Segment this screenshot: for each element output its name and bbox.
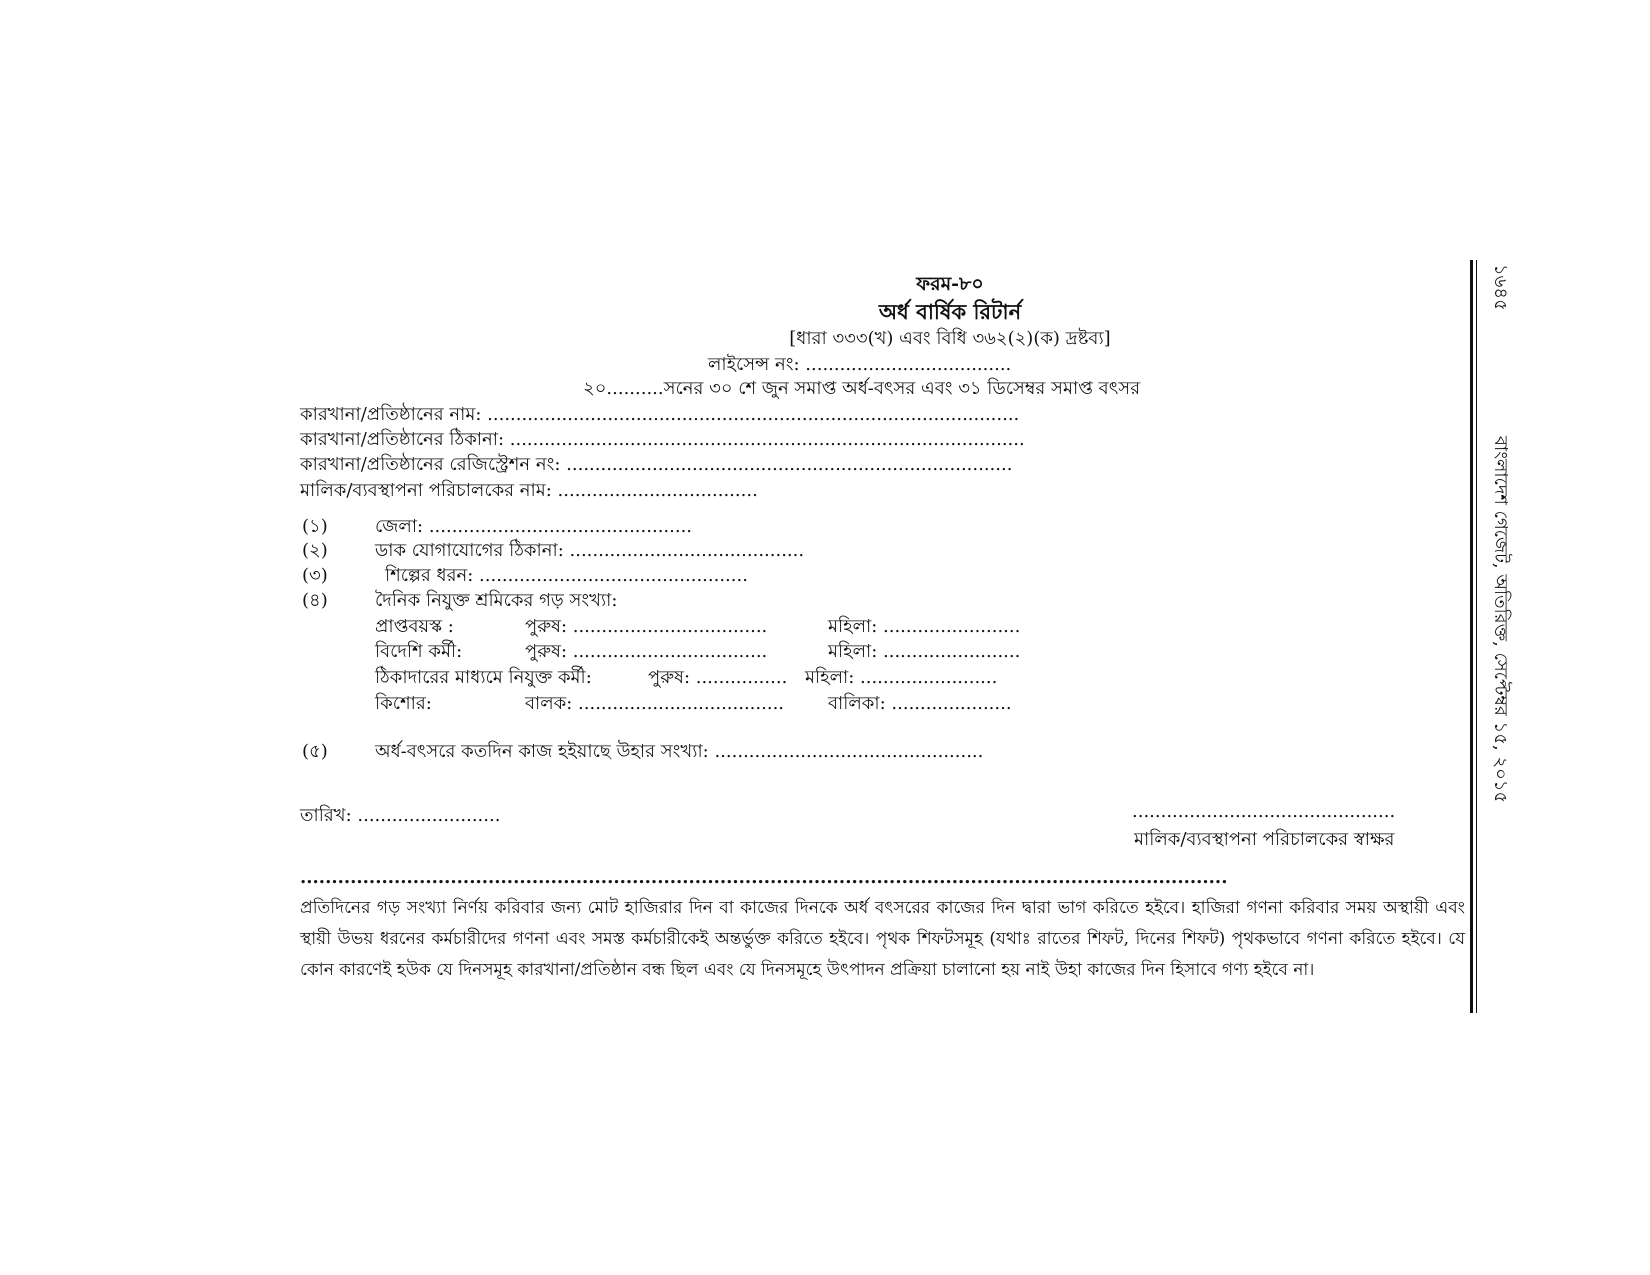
explanatory-note: প্রতিদিনের গড় সংখ্যা নির্ণয় করিবার জন্য মোট হাজিরার দিন বা কাজের দিনকে অর্ধ বৎসরের কাজের দিন দ্বারা ভাগ করিতে হইবে। হাজিরা গণনা করিবার সময় অস্থায়ী এবং স্থায়ী উভয় ধরনের কর্মচারীদের গণনা এবং সমস্ত কর্মচারীকেই অন্তর্ভুক্ত করিতে হইবে। পৃথক শিফটসমূহ (যথাঃ রাতের শিফট, দিনের শিফট) পৃথকভাবে গণনা করিতে হইবে। যে কোন কারণেই হউক যে দিনসমূহ কারখানা/প্রতিষ্ঠান বন্ধ ছিল এবং যে দিনসমূহে উৎপাদন প্রক্রিয়া চালানো হয় নাই উহা কাজের দিন হিসাবে গণ্য হইবে না। [300,898,1465,980]
contract-male-field: পুরুষ: ................ [648,667,788,688]
adolescent-girl-field: বালিকা: ..................... [828,693,1012,714]
period-line: ২০..........সনের ৩০ শে জুন সমাপ্ত অর্ধ-বৎসর এবং ৩১ ডিসেম্বর সমাপ্ত বৎসর [583,378,1141,399]
postal-address-field: ডাক যোগাযোগের ঠিকানা: ......................................... [375,540,805,561]
form-title: অর্ধ বার্ষিক রিটার্ন [878,299,1022,324]
license-number-field: লাইসেন্স নং: .................................... [708,354,1012,375]
avg-workers-heading: দৈনিক নিযুক্ত শ্রমিকের গড় সংখ্যা: [375,590,618,611]
adult-label: প্রাপ্তবয়স্ক : [375,616,454,637]
factory-address-field: কারখানা/প্রতিষ্ঠানের ঠিকানা: .......................................................................................... [300,429,1025,450]
industry-type-field: শিল্পের ধরন: ............................................... [385,565,748,586]
working-days-field: অর্ধ-বৎসরে কতদিন কাজ হইয়াছে উহার সংখ্যা: ............................................... [375,741,984,762]
district-field: জেলা: .............................................. [375,516,693,537]
adolescent-boy-field: বালক: .................................... [525,693,785,714]
item-1-number: (১) [302,516,328,537]
section-reference: [ধারা ৩৩৩(খ) এবং বিধি ৩৬২(২)(ক) দ্রষ্টব্য] [789,328,1111,349]
adolescent-label: কিশোর: [375,693,432,714]
item-3-number: (৩) [302,565,328,586]
date-field: তারিখ: ......................... [300,805,501,826]
factory-name-field: কারখানা/প্রতিষ্ঠানের নাম: ............................................................................................. [300,404,1020,425]
item-5-number: (৫) [302,741,328,762]
gazette-sidebar [1487,258,1527,818]
adult-female-field: মহিলা: ........................ [828,616,1021,637]
gazette-header: বাংলাদেশ গেজেট, অতিরিক্ত, সেপ্টেম্বর ১৫, ২০১৫ [1490,436,1511,804]
signature-label: মালিক/ব্যবস্থাপনা পরিচালকের স্বাক্ষর [1134,829,1395,850]
margin-rule-thick [1470,260,1473,1013]
item-4-number: (৪) [302,590,328,611]
signature-line: .............................................. [1132,801,1396,822]
owner-name-field: মালিক/ব্যবস্থাপনা পরিচালকের নাম: ................................... [300,480,758,501]
contract-female-field: মহিলা: ........................ [805,667,998,688]
foreign-worker-label: বিদেশি কর্মী: [375,641,463,662]
page-number: ১৬৪৫ [1490,264,1511,311]
form-number: ফরম-৮০ [916,273,984,295]
contract-worker-label: ঠিকাদারের মাধ্যমে নিযুক্ত কর্মী: [375,667,592,688]
foreign-male-field: পুরুষ: .................................. [525,641,768,662]
foreign-female-field: মহিলা: ........................ [828,641,1021,662]
registration-number-field: কারখানা/প্রতিষ্ঠানের রেজিস্ট্রেশন নং: .............................................................................. [300,454,1013,475]
margin-rule-thin [1476,260,1477,1013]
adult-male-field: পুরুষ: .................................. [525,616,768,637]
separator-dots: .................................................................................................................................................... [300,867,1228,888]
item-2-number: (২) [302,540,328,561]
